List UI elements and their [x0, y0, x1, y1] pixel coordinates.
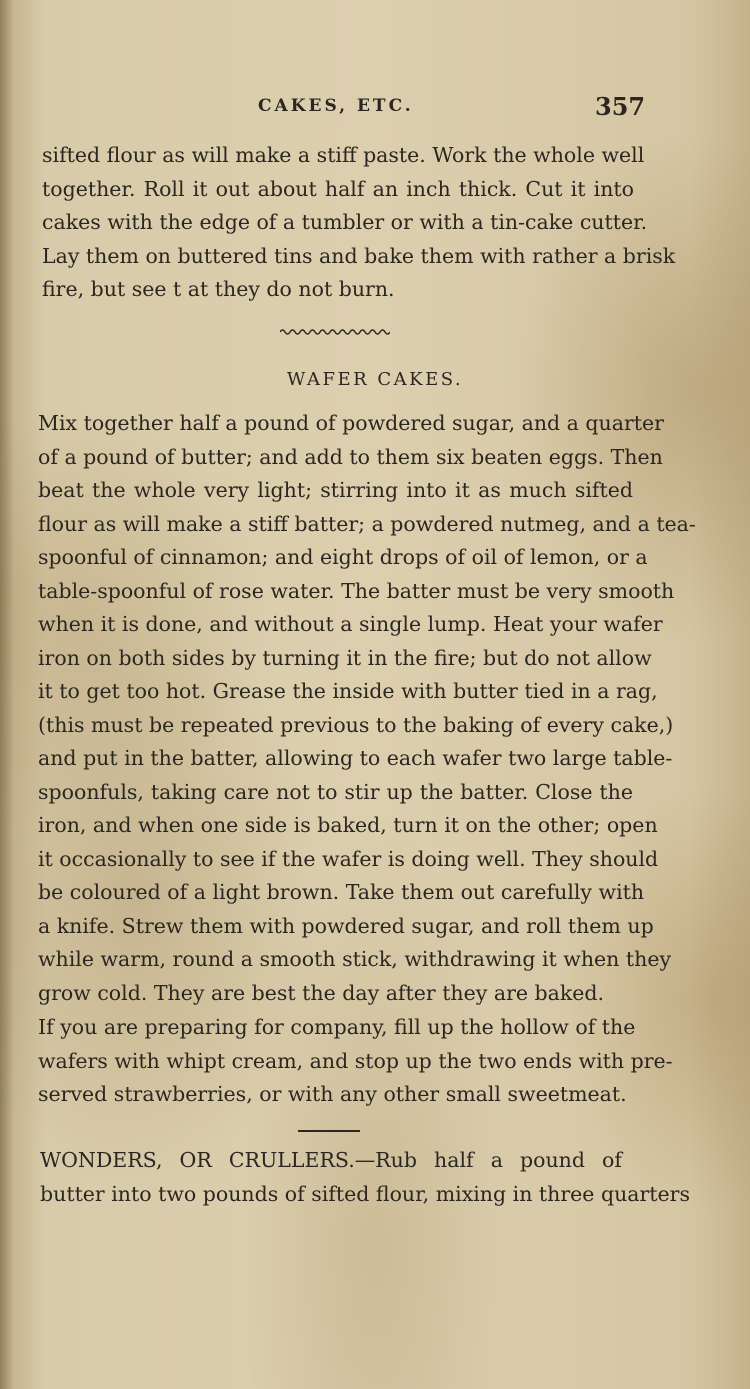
text-line: iron, and when one side is baked, turn it on the other; open — [38, 813, 658, 837]
text-line: wafers with whipt cream, and stop up the two ends with pre- — [38, 1048, 673, 1073]
text-line: (this must be repeated previous to the baking of every cake,) — [38, 712, 674, 737]
page-header — [0, 92, 750, 122]
text-line: be coloured of a light brown. Take them out carefully with — [38, 880, 645, 904]
wafer-cakes-paragraph — [38, 407, 696, 1010]
text-line: cakes with the edge of a tumbler or with a tin-cake cutter. — [42, 210, 648, 234]
text-line: spoonful of cinnamon; and eight drops of oil of lemon, or a — [38, 545, 648, 569]
continued-paragraph — [42, 139, 676, 307]
ornamental-divider — [280, 328, 390, 336]
text-line: flour as will make a stiff batter; a powdered nutmeg, and a tea- — [38, 511, 696, 536]
text-line: grow cold. They are best the day after they are baked. — [38, 980, 605, 1005]
text-line: served strawberries, or with any other small sweetmeat. — [38, 1082, 627, 1106]
running-head: CAKES, ETC. — [258, 96, 414, 116]
text-line: table-spoonful of rose water. The batter must be very smooth — [38, 578, 675, 603]
text-line: Lay them on buttered tins and bake them with rather a brisk — [42, 243, 676, 268]
text-line: and put in the batter, allowing to each wafer two large table- — [38, 746, 673, 770]
text-line: WONDERS, OR CRULLERS.—Rub half a pound of — [40, 1148, 622, 1172]
text-line: iron on both sides by turning it in the fire; but do not allow — [38, 645, 652, 670]
wafer-cakes-note-paragraph — [38, 1011, 673, 1112]
text-line: fire, but see t at they do not burn. — [42, 277, 395, 301]
text-line: while warm, round a smooth stick, withdrawing it when they — [38, 947, 672, 971]
page-number: 357 — [595, 92, 646, 121]
text-line: a knife. Strew them with powdered sugar, and roll them up — [38, 913, 654, 938]
text-line: butter into two pounds of sifted flour, mixing in three quarters — [40, 1181, 690, 1206]
text-line: Mix together half a pound of powdered sugar, and a quarter — [38, 411, 664, 435]
text-line: it to get too hot. Grease the inside with butter tied in a rag, — [38, 679, 658, 703]
section-divider-rule — [298, 1130, 360, 1132]
text-line: of a pound of butter; and add to them six beaten eggs. Then — [38, 444, 663, 469]
text-line: together. Roll it out about half an inch thick. Cut it into — [42, 176, 634, 201]
text-line: sifted flour as will make a stiff paste. Work the whole well — [42, 143, 645, 167]
text-line: If you are preparing for company, fill up the hollow of the — [38, 1015, 636, 1039]
wonders-crullers-paragraph — [40, 1144, 690, 1211]
section-title: WAFER CAKES. — [286, 369, 464, 390]
text-line: spoonfuls, taking care not to stir up the batter. Close the — [38, 779, 633, 804]
text-line: beat the whole very light; stirring into it as much sifted — [38, 478, 633, 502]
text-line: it occasionally to see if the wafer is doing well. They should — [38, 846, 659, 871]
text-line: when it is done, and without a single lump. Heat your wafer — [38, 612, 663, 636]
page-edge-shadow — [0, 0, 14, 1389]
